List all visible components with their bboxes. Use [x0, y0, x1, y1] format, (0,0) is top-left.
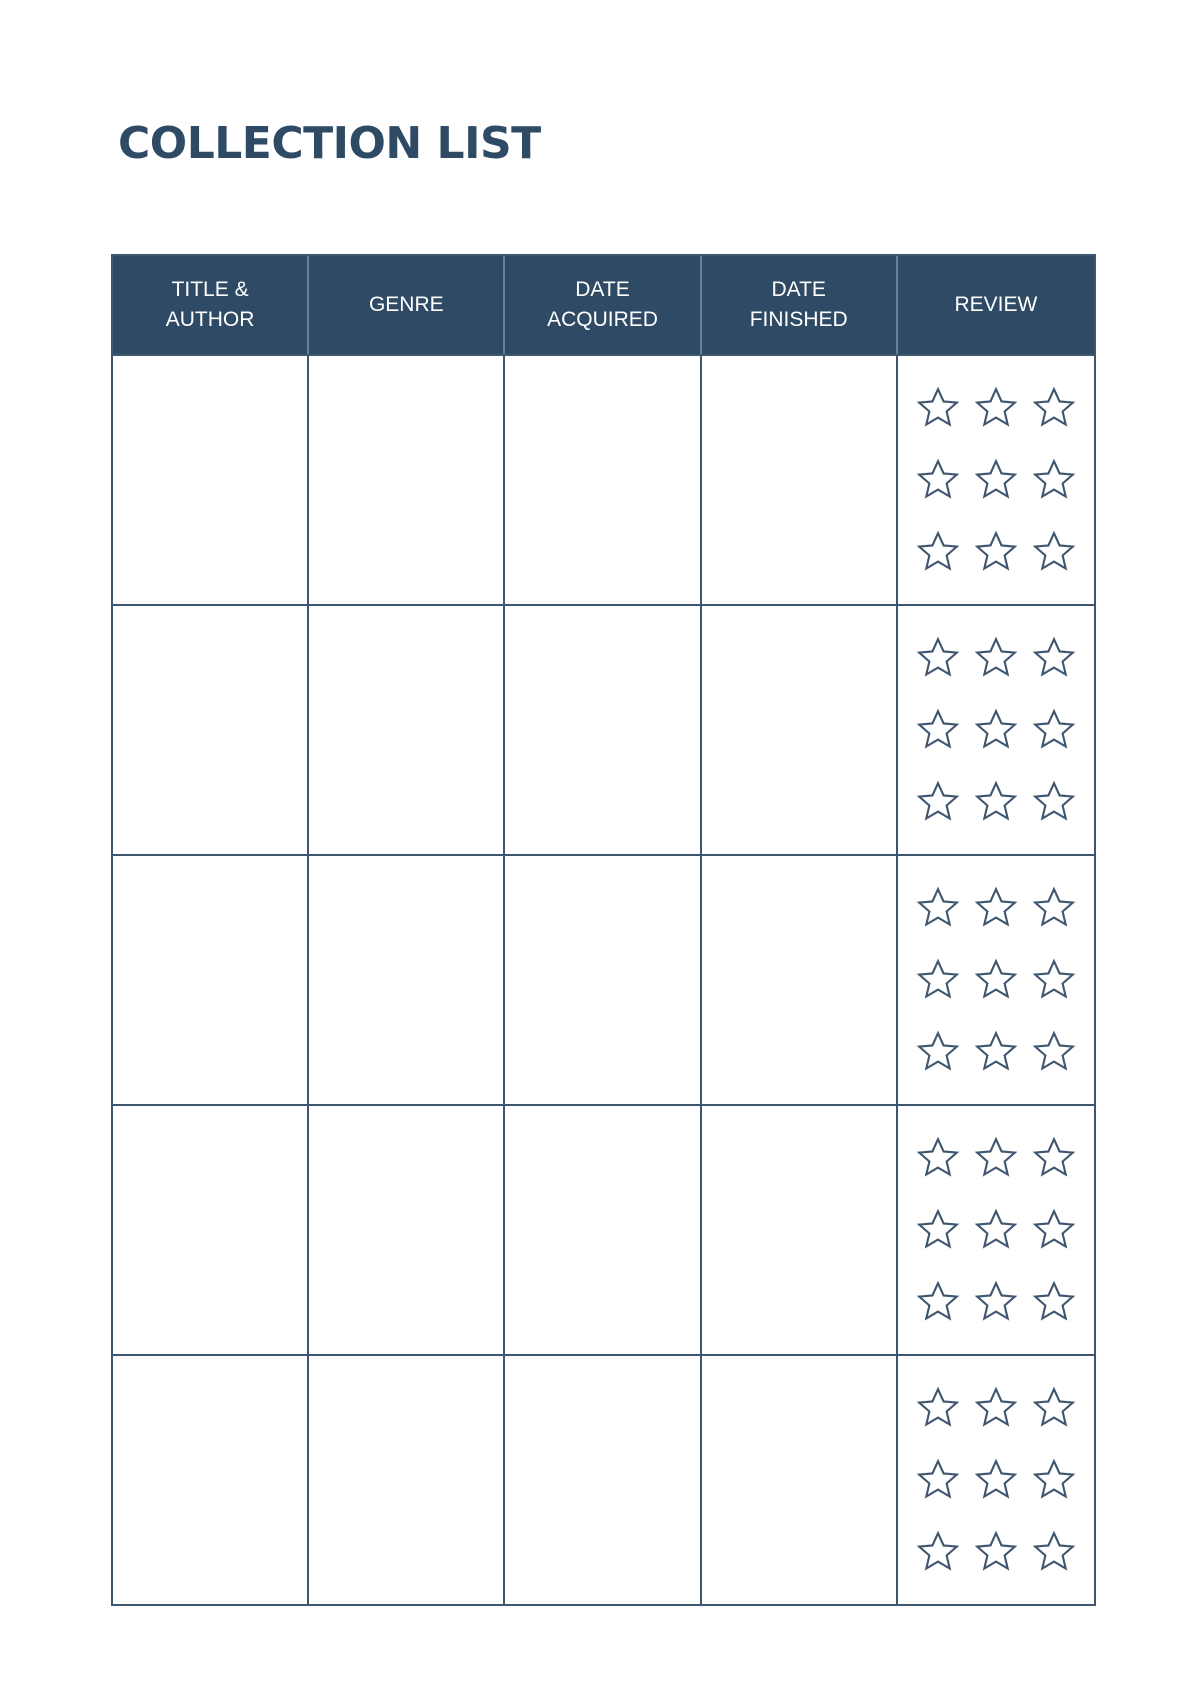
column-header-title-author: TITLE & AUTHOR	[113, 256, 309, 354]
star-rating	[909, 622, 1083, 838]
table-body	[113, 354, 1094, 1604]
star-rating	[909, 1122, 1083, 1338]
star-outline-icon[interactable]	[973, 529, 1019, 575]
cell-title-author[interactable]	[113, 606, 309, 854]
star-outline-icon[interactable]	[973, 1029, 1019, 1075]
cell-date-acquired[interactable]	[505, 606, 701, 854]
cell-title-author[interactable]	[113, 1356, 309, 1604]
cell-date-acquired[interactable]	[505, 1106, 701, 1354]
table-row	[113, 354, 1094, 604]
star-outline-icon[interactable]	[973, 1279, 1019, 1325]
star-outline-icon[interactable]	[1031, 1457, 1077, 1503]
column-header-date-finished: DATE FINISHED	[702, 256, 898, 354]
star-outline-icon[interactable]	[915, 529, 961, 575]
star-rating	[909, 372, 1083, 588]
star-outline-icon[interactable]	[915, 1135, 961, 1181]
star-outline-icon[interactable]	[915, 707, 961, 753]
table-row	[113, 1104, 1094, 1354]
table-row	[113, 854, 1094, 1104]
cell-review	[898, 856, 1094, 1104]
cell-date-finished[interactable]	[702, 856, 898, 1104]
star-outline-icon[interactable]	[1031, 529, 1077, 575]
star-outline-icon[interactable]	[1031, 1529, 1077, 1575]
star-outline-icon[interactable]	[1031, 1029, 1077, 1075]
cell-review	[898, 1106, 1094, 1354]
star-outline-icon[interactable]	[973, 1385, 1019, 1431]
column-header-genre: GENRE	[309, 256, 505, 354]
table-row	[113, 604, 1094, 854]
star-outline-icon[interactable]	[915, 779, 961, 825]
star-outline-icon[interactable]	[973, 1457, 1019, 1503]
star-outline-icon[interactable]	[973, 707, 1019, 753]
table-header	[113, 256, 1094, 354]
cell-title-author[interactable]	[113, 856, 309, 1104]
cell-genre[interactable]	[309, 356, 505, 604]
table-row	[113, 1354, 1094, 1604]
star-outline-icon[interactable]	[915, 1457, 961, 1503]
star-outline-icon[interactable]	[973, 457, 1019, 503]
page-title: COLLECTION LIST	[118, 118, 541, 169]
cell-genre[interactable]	[309, 1356, 505, 1604]
star-rating	[909, 1372, 1083, 1588]
star-outline-icon[interactable]	[1031, 1135, 1077, 1181]
column-header-review: REVIEW	[954, 293, 1038, 316]
star-outline-icon[interactable]	[1031, 957, 1077, 1003]
star-outline-icon[interactable]	[973, 385, 1019, 431]
star-outline-icon[interactable]	[915, 1279, 961, 1325]
cell-genre[interactable]	[309, 856, 505, 1104]
collection-table	[111, 254, 1096, 1606]
star-outline-icon[interactable]	[1031, 1207, 1077, 1253]
cell-review	[898, 606, 1094, 854]
star-outline-icon[interactable]	[1031, 635, 1077, 681]
cell-title-author[interactable]	[113, 356, 309, 604]
star-outline-icon[interactable]	[1031, 1279, 1077, 1325]
cell-genre[interactable]	[309, 606, 505, 854]
cell-date-acquired[interactable]	[505, 856, 701, 1104]
star-outline-icon[interactable]	[1031, 707, 1077, 753]
star-outline-icon[interactable]	[973, 885, 1019, 931]
star-outline-icon[interactable]	[973, 1135, 1019, 1181]
star-outline-icon[interactable]	[915, 385, 961, 431]
cell-review	[898, 356, 1094, 604]
star-outline-icon[interactable]	[973, 635, 1019, 681]
star-outline-icon[interactable]	[915, 1029, 961, 1075]
star-outline-icon[interactable]	[1031, 1385, 1077, 1431]
star-outline-icon[interactable]	[915, 457, 961, 503]
cell-date-acquired[interactable]	[505, 356, 701, 604]
star-outline-icon[interactable]	[915, 957, 961, 1003]
star-outline-icon[interactable]	[915, 1207, 961, 1253]
cell-review	[898, 1356, 1094, 1604]
cell-date-finished[interactable]	[702, 1356, 898, 1604]
star-outline-icon[interactable]	[973, 1529, 1019, 1575]
cell-date-acquired[interactable]	[505, 1356, 701, 1604]
column-header-date-acquired: DATE ACQUIRED	[505, 256, 701, 354]
star-outline-icon[interactable]	[915, 635, 961, 681]
star-outline-icon[interactable]	[973, 957, 1019, 1003]
cell-date-finished[interactable]	[702, 606, 898, 854]
star-outline-icon[interactable]	[1031, 385, 1077, 431]
star-outline-icon[interactable]	[973, 779, 1019, 825]
star-outline-icon[interactable]	[973, 1207, 1019, 1253]
cell-genre[interactable]	[309, 1106, 505, 1354]
cell-title-author[interactable]	[113, 1106, 309, 1354]
star-outline-icon[interactable]	[1031, 885, 1077, 931]
star-outline-icon[interactable]	[1031, 457, 1077, 503]
star-rating	[909, 872, 1083, 1088]
cell-date-finished[interactable]	[702, 356, 898, 604]
cell-date-finished[interactable]	[702, 1106, 898, 1354]
star-outline-icon[interactable]	[1031, 779, 1077, 825]
star-outline-icon[interactable]	[915, 1385, 961, 1431]
star-outline-icon[interactable]	[915, 1529, 961, 1575]
star-outline-icon[interactable]	[915, 885, 961, 931]
